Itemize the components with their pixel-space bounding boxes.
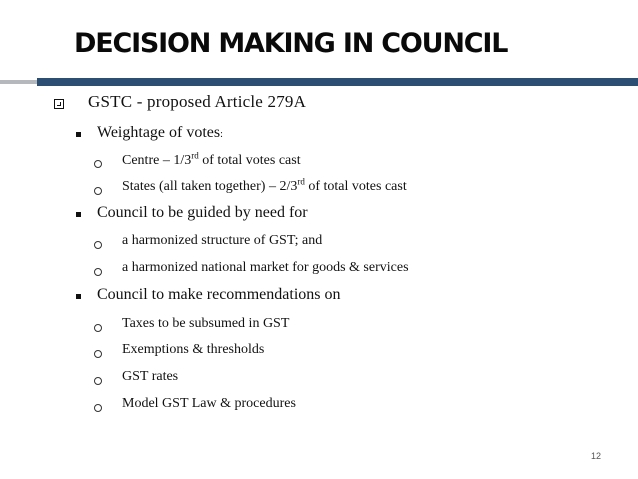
circle-bullet-icon xyxy=(94,350,102,358)
guided-label: Council to be guided by need for xyxy=(97,204,308,221)
circle-bullet-icon xyxy=(94,268,102,276)
centre-sup: rd xyxy=(191,150,199,161)
page-number: 12 xyxy=(591,451,602,461)
title-rule-gray xyxy=(0,80,37,84)
slide-title: DECISION MAKING IN COUNCIL xyxy=(74,28,508,59)
recommend-item: Model GST Law & procedures xyxy=(122,396,296,411)
circle-bullet-icon xyxy=(94,187,102,195)
circle-bullet-icon xyxy=(94,377,102,385)
weightage-label-text: Weightage of votes xyxy=(97,124,221,141)
guided-item: a harmonized structure of GST; and xyxy=(122,233,323,248)
states-post: of total votes cast xyxy=(304,179,407,194)
recommend-item: GST rates xyxy=(122,369,179,384)
square-bullet-icon xyxy=(76,132,81,137)
circle-bullet-icon xyxy=(94,324,102,332)
weightage-centre xyxy=(122,150,301,169)
checkbox-bullet-icon xyxy=(54,99,64,109)
circle-bullet-icon xyxy=(94,241,102,249)
recommend-item: Taxes to be subsumed in GST xyxy=(122,316,290,331)
states-pre: States (all taken together) – 2/3 xyxy=(122,179,298,194)
recommend-item: Exemptions & thresholds xyxy=(122,342,265,357)
square-bullet-icon xyxy=(76,212,81,217)
weightage-label xyxy=(97,124,223,142)
title-rule-accent xyxy=(37,78,638,86)
circle-bullet-icon xyxy=(94,404,102,412)
heading-text: GSTC - proposed Article 279A xyxy=(88,92,307,111)
square-bullet-icon xyxy=(76,294,81,299)
weightage-states xyxy=(122,176,407,195)
recommend-label: Council to make recommendations on xyxy=(97,286,341,303)
circle-bullet-icon xyxy=(94,160,102,168)
weightage-colon: : xyxy=(220,129,223,140)
centre-post: of total votes cast xyxy=(198,153,301,168)
states-sup: rd xyxy=(297,176,305,187)
guided-item: a harmonized national market for goods & services xyxy=(122,260,409,275)
centre-pre: Centre – 1/3 xyxy=(122,153,192,168)
